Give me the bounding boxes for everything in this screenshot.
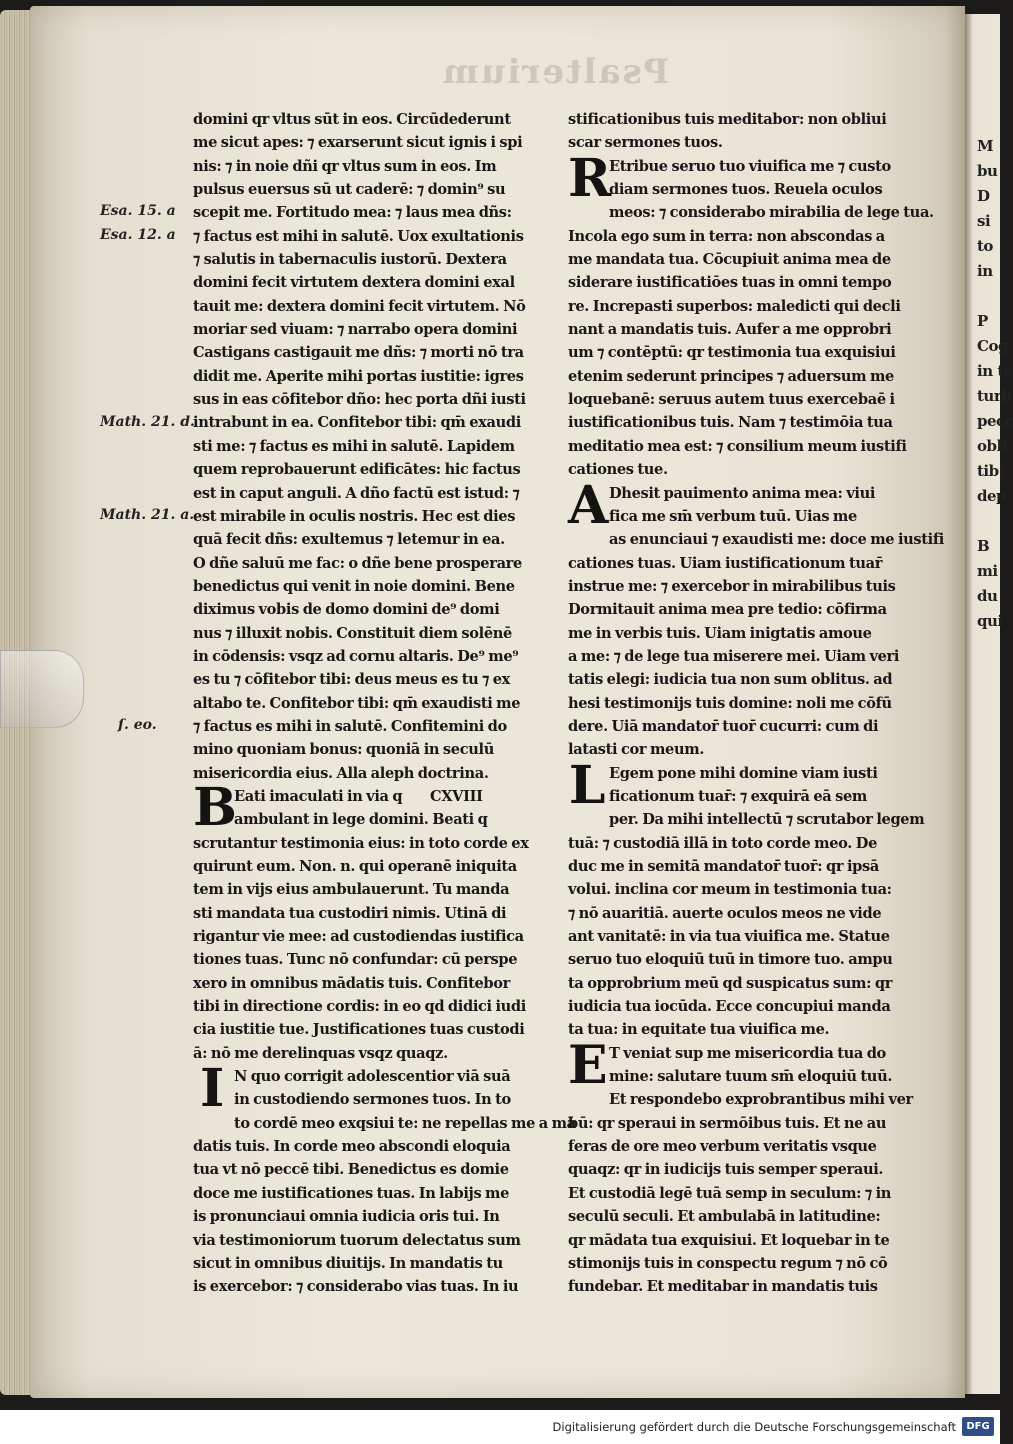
text-line: sti mandata tua custodiri nimis. Utinā di	[193, 904, 507, 922]
text-line: seruo tuo eloquiū tuū in timore tuo. ampu	[568, 951, 893, 969]
text-line: ant vanitatē: in via tua viuifica me. Statue	[568, 928, 890, 946]
text-line: to cordē meo exqsiui te: ne repellas me a mā	[234, 1114, 576, 1132]
text-line: bū: qr speraui in sermōibus tuis. Et ne au	[568, 1114, 887, 1132]
text-line: tua vt nō peccē tibi. Benedictus es domie	[193, 1161, 509, 1179]
text-line: T veniat sup me misericordia tua do	[609, 1044, 886, 1062]
text-line: quā fecit dñs: exultemus ⁊ letemur in ea.	[193, 531, 505, 549]
margin-note: Esa. 12. a	[100, 226, 176, 243]
drop-initial-i: I	[200, 1058, 224, 1120]
text-span: Eati imaculati in via q	[234, 787, 403, 805]
text-line: N quo corrigit adolescentior viā suā	[234, 1068, 511, 1086]
text-line: ambulant in lege domini. Beati q	[234, 811, 488, 829]
text-line: nant a mandatis tuis. Aufer a me opprobri	[568, 321, 892, 339]
text-line: a me: ⁊ de lege tua miserere mei. Uiam veri	[568, 647, 900, 665]
right-text-block	[568, 108, 913, 155]
text-line: Dhesit pauimento anima mea: viui	[609, 484, 876, 502]
page-clip	[0, 650, 84, 728]
text-line: Et custodiā legē tuā semp in seculum: ⁊ in	[568, 1184, 892, 1202]
text-line: via testimoniorum tuorum delectatus sum	[193, 1231, 521, 1249]
text-line: scepit me. Fortitudo mea: ⁊ laus mea dñs:	[193, 204, 512, 222]
text-line: doce me iustificationes tuas. In labijs me	[193, 1184, 510, 1202]
text-line: duc me in semitā mandator̄ tuor̄: qr ipsā	[568, 858, 879, 875]
text-line: Dormitauit anima mea pre tedio: cōfirma	[568, 601, 887, 619]
text-line: xero in omnibus mādatis tuis. Confitebor	[193, 974, 511, 992]
text-line: tuā: ⁊ custodiā illā in toto corde meo. De	[568, 834, 878, 852]
text-line: seculū seculi. Et ambulabā in latitudine:	[568, 1208, 881, 1226]
text-line: hesi testimonijs tuis domine: noli me cōfū	[568, 694, 892, 712]
text-line: domini fecit virtutem dextera domini exal	[193, 274, 515, 292]
text-line: loquebanē: seruus autem tuus exercebaē i	[568, 391, 895, 409]
text-line: iudicia tua iocūda. Ecce concupiui manda	[568, 998, 891, 1016]
text-line: scar sermones tuos.	[568, 134, 723, 152]
text-line: tatis elegi: iudicia tua non sum oblitus. ad	[568, 671, 893, 689]
text-line: est in caput anguli. A dño factū est istud: ⁊	[193, 484, 520, 502]
text-line: pulsus euersus sū ut caderē: ⁊ domin⁹ su	[193, 181, 506, 199]
text-line: tem in vijs eius ambulauerunt. Tu manda	[193, 881, 510, 899]
drop-initial-b: B	[193, 777, 237, 839]
facing-page-fragment: M bu D si to in P Cog in te turb pecc obli tib: dep B mi du qui	[977, 137, 1013, 630]
paragraph-in-quo	[193, 1058, 576, 1298]
text-line: altabo te. Confitebor tibi: qm̄ exaudisti me	[193, 694, 521, 712]
paragraph-adhesit	[568, 474, 944, 762]
text-line: as enunciaui ⁊ exaudisti me: doce me iustifi	[609, 531, 944, 549]
text-line: quem reprobauerunt edificātes: hic factus	[193, 461, 521, 479]
text-line: Egem pone mihi domine viam iusti	[609, 764, 878, 782]
drop-initial-r: R	[568, 147, 611, 209]
text-line: siderare iustificatiōes tuas in omni tempo	[568, 274, 892, 292]
text-line: feras de ore meo verbum veritatis vsque	[568, 1138, 877, 1156]
text-line: sus in eas cōfitebor dño: hec porta dñi iusti	[193, 391, 526, 409]
text-line: fundebar. Et meditabar in mandatis tuis	[568, 1278, 878, 1296]
text-line: Castigans castigauit me dñs: ⁊ morti nō tra	[193, 344, 524, 362]
text-line: dere. Uiā mandator̄ tuor̄ cucurri: cum di	[568, 717, 879, 735]
running-head-bleedthrough: Psalterium	[440, 52, 670, 92]
left-column	[193, 108, 576, 1299]
drop-initial-l: L	[568, 754, 606, 816]
text-line: mino quoniam bonus: quoniā in seculū	[193, 741, 494, 759]
text-line: ficationum tuar̄: ⁊ exquirā eā sem	[609, 787, 868, 805]
paragraph-lines	[193, 808, 548, 1065]
text-line: diam sermones tuos. Reuela oculos	[609, 181, 883, 199]
funding-credit: Digitalisierung gefördert durch die Deutsche Forschungsgemeinschaft	[552, 1420, 956, 1434]
text-line: est mirabile in oculis nostris. Hec est dies	[193, 507, 516, 525]
text-line: quaqz: qr in iudicijs tuis semper speraui.	[568, 1161, 884, 1179]
drop-initial-a: A	[568, 474, 608, 536]
text-line: per. Da mihi intellectū ⁊ scrutabor legem	[609, 811, 925, 829]
text-line: diximus vobis de domo domini de⁹ domi	[193, 601, 500, 619]
text-line: meditatio mea est: ⁊ consilium meum iustifi	[568, 437, 907, 455]
paragraph-lines	[568, 754, 925, 1042]
text-line: tauit me: dextera domini fecit virtutem. Nō	[193, 297, 526, 315]
text-line: didit me. Aperite mihi portas iustitie: igres	[193, 367, 524, 385]
text-line: datis tuis. In corde meo abscondi eloquia	[193, 1138, 511, 1156]
text-line: fica me sm̄ verbum tuū. Uias me	[609, 507, 857, 525]
text-line: meos: ⁊ considerabo mirabilia de lege tua.	[609, 204, 934, 222]
text-line: ta tua: in equitate tua viuifica me.	[568, 1021, 830, 1039]
text-line: es tu ⁊ cōfitebor tibi: deus meus es tu ⁊ ex	[193, 671, 510, 689]
margin-note: ſ. eo.	[118, 717, 157, 734]
text-line: sti me: ⁊ factus es mihi in salutē. Lapidem	[193, 437, 515, 455]
text-line: domini qr vltus sūt in eos. Circūdederunt	[193, 111, 511, 128]
text-line: nus ⁊ illuxit nobis. Constituit diem solēnē	[193, 624, 512, 642]
footer-bar	[0, 1410, 1000, 1444]
text-line: um ⁊ contēptū: qr testimonia tua exquisiui	[568, 344, 896, 362]
paragraph-lines	[568, 1034, 913, 1299]
text-line: ⁊ factus es mihi in salutē. Confitemini do	[193, 717, 507, 735]
text-line: rigantur vie mee: ad custodiendas iustifica	[193, 928, 524, 946]
text-line: is exercebor: ⁊ considerabo vias tuas. In iu	[193, 1278, 519, 1296]
text-line: in cōdensis: vsqz ad cornu altaris. De⁹ me⁹	[193, 647, 519, 665]
right-column	[568, 108, 944, 1299]
text-line: sicut in omnibus diuitijs. In mandatis tu	[193, 1254, 503, 1272]
text-line: ta opprobrium meū qd suspicatus sum: qr	[568, 974, 893, 992]
text-line: latasti cor meum.	[568, 741, 705, 759]
text-line: me mandata tua. Cōcupiuit anima mea de	[568, 251, 891, 269]
facing-page-edge	[965, 14, 1013, 1394]
text-line: Incola ego sum in terra: non abscondas a	[568, 227, 885, 245]
text-line: O dñe saluū me fac: o dñe bene prosperare	[193, 554, 522, 572]
text-line: etenim sederunt principes ⁊ aduersum me	[568, 367, 894, 385]
text-line: tiones tuas. Tunc nō confundar: cū perspe	[193, 951, 518, 969]
paragraph-beati	[193, 777, 548, 1065]
text-line: intrabunt in ea. Confitebor tibi: qm̄ exaudi	[193, 414, 521, 432]
text-line	[193, 785, 548, 808]
text-line: instrue me: ⁊ exercebor in mirabilibus tuis	[568, 577, 896, 595]
dfg-logo: DFG	[962, 1417, 994, 1436]
psalm-number: CXVIII	[429, 787, 483, 805]
margin-note: Math. 21. a.	[100, 506, 195, 523]
left-text-block	[193, 108, 548, 785]
text-line: ⁊ factus est mihi in salutē. Uox exultationis	[193, 227, 524, 245]
text-line: Etribue seruo tuo viuifica me ⁊ custo	[609, 157, 891, 175]
paragraph-lines	[568, 147, 934, 482]
text-line: benedictus qui venit in noie domini. Bene	[193, 577, 515, 595]
text-line: stificationibus tuis meditabor: non obliui	[568, 111, 887, 128]
paragraph-legem	[568, 754, 925, 1042]
text-line: misericordia eius. Alla aleph doctrina.	[193, 764, 489, 782]
text-line: stimonijs tuis in conspectu regum ⁊ nō cō	[568, 1254, 888, 1272]
margin-note: Math. 21. d.	[100, 413, 195, 430]
text-line: volui. inclina cor meum in testimonia tua:	[568, 881, 892, 899]
drop-initial-e: E	[568, 1034, 608, 1096]
text-line: qr mādata tua exquisiui. Et loquebar in te	[568, 1231, 890, 1249]
paragraph-retribue	[568, 147, 934, 482]
text-line: quirunt eum. Non. n. qui operanē iniquita	[193, 858, 517, 875]
text-line: re. Increpasti superbos: maledicti qui decli	[568, 297, 901, 315]
text-line: scrutantur testimonia eius: in toto corde ex	[193, 834, 529, 852]
text-line: ⁊ nō auaritiā. auerte oculos meos ne vide	[568, 904, 882, 922]
text-line: me in verbis tuis. Uiam inigtatis amoue	[568, 624, 872, 642]
text-line: tibi in directione cordis: in eo qd didici iudi	[193, 998, 526, 1016]
text-line: cationes tuas. Uiam iustificationum tuar̄	[568, 554, 883, 572]
text-line: me sicut apes: ⁊ exarserunt sicut ignis i spi	[193, 134, 523, 152]
text-line: is pronunciaui omnia iudicia oris tui. In	[193, 1208, 500, 1226]
text-line: Et respondebo exprobrantibus mihi ver	[609, 1091, 913, 1109]
paragraph-lines	[193, 1058, 576, 1298]
text-line: ⁊ salutis in tabernaculis iustorū. Dextera	[193, 251, 507, 269]
paragraph-et-veniat	[568, 1034, 913, 1299]
text-line: moriar sed viuam: ⁊ narrabo opera domini	[193, 321, 518, 339]
text-line: cationes tue.	[568, 461, 668, 479]
text-line: nis: ⁊ in noie dñi qr vltus sum in eos. Im	[193, 157, 497, 175]
text-line: mine: salutare tuum sm̄ eloquiū tuū.	[609, 1068, 893, 1086]
paragraph-lines	[568, 474, 944, 762]
text-line: cia iustitie tue. Justificationes tuas custodi	[193, 1021, 525, 1039]
text-line: in custodiendo sermones tuos. In to	[234, 1091, 511, 1109]
text-line: ā: nō me derelinquas vsqz quaqz.	[193, 1044, 448, 1062]
margin-note: Esa. 15. a	[100, 203, 176, 220]
text-line: iustificationibus tuis. Nam ⁊ testimōia tua	[568, 414, 893, 432]
